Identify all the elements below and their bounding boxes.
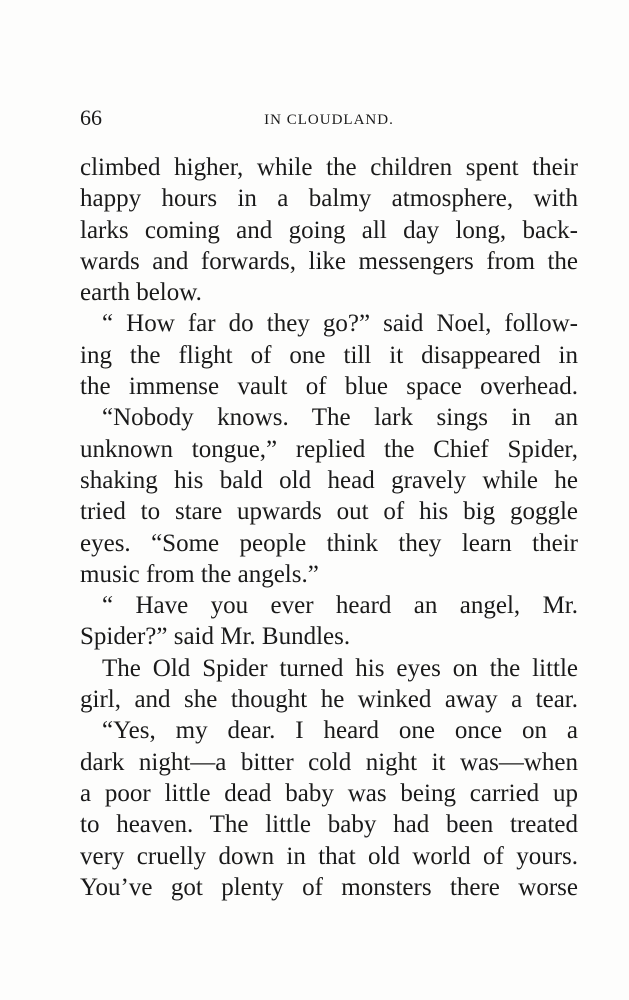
text-line: The Old Spider turned his eyes on the little	[102, 654, 578, 682]
text-line: larks coming and going all day long, back-	[80, 216, 578, 244]
text-line: music from the angels.”	[80, 560, 319, 588]
text-line: “Nobody knows. The lark sings in an	[102, 404, 578, 432]
text-line: climbed higher, while the children spent their	[80, 154, 578, 181]
text-line: “ Have you ever heard an angel, Mr.	[102, 592, 578, 620]
text-line: tried to stare upwards out of his big goggle	[80, 498, 578, 526]
text-line: eyes. “Some people think they learn their	[80, 529, 578, 557]
text-line: wards and forwards, like messengers from the	[80, 247, 578, 275]
text-line: very cruelly down in that old world of yours.	[80, 842, 578, 870]
text-line: Spider?” said Mr. Bundles.	[80, 623, 351, 651]
text-line: You’ve got plenty of monsters there worse	[80, 873, 578, 901]
text-line: shaking his bald old head gravely while he	[80, 466, 578, 494]
text-line: happy hours in a balmy atmosphere, with	[80, 185, 578, 213]
text-line: ing the flight of one till it disappeared in	[80, 341, 578, 369]
text-line: dark night—a bitter cold night it was—when	[80, 748, 578, 776]
page-number: 66	[80, 105, 102, 130]
text-line: to heaven. The little baby had been treated	[80, 811, 578, 839]
page-header	[80, 104, 578, 134]
body-text	[80, 152, 578, 903]
text-line: girl, and she thought he winked away a tear.	[80, 686, 578, 714]
running-head: IN CLOUDLAND.	[264, 112, 394, 128]
text-line: a poor little dead baby was being carried up	[80, 779, 578, 807]
text-line: “Yes, my dear. I heard one once on a	[102, 717, 578, 745]
text-line: the immense vault of blue space overhead.	[80, 373, 578, 401]
text-line: “ How far do they go?” said Noel, follow-	[102, 310, 578, 338]
text-line: unknown tongue,” replied the Chief Spider,	[80, 435, 578, 463]
text-line: earth below.	[80, 279, 202, 307]
